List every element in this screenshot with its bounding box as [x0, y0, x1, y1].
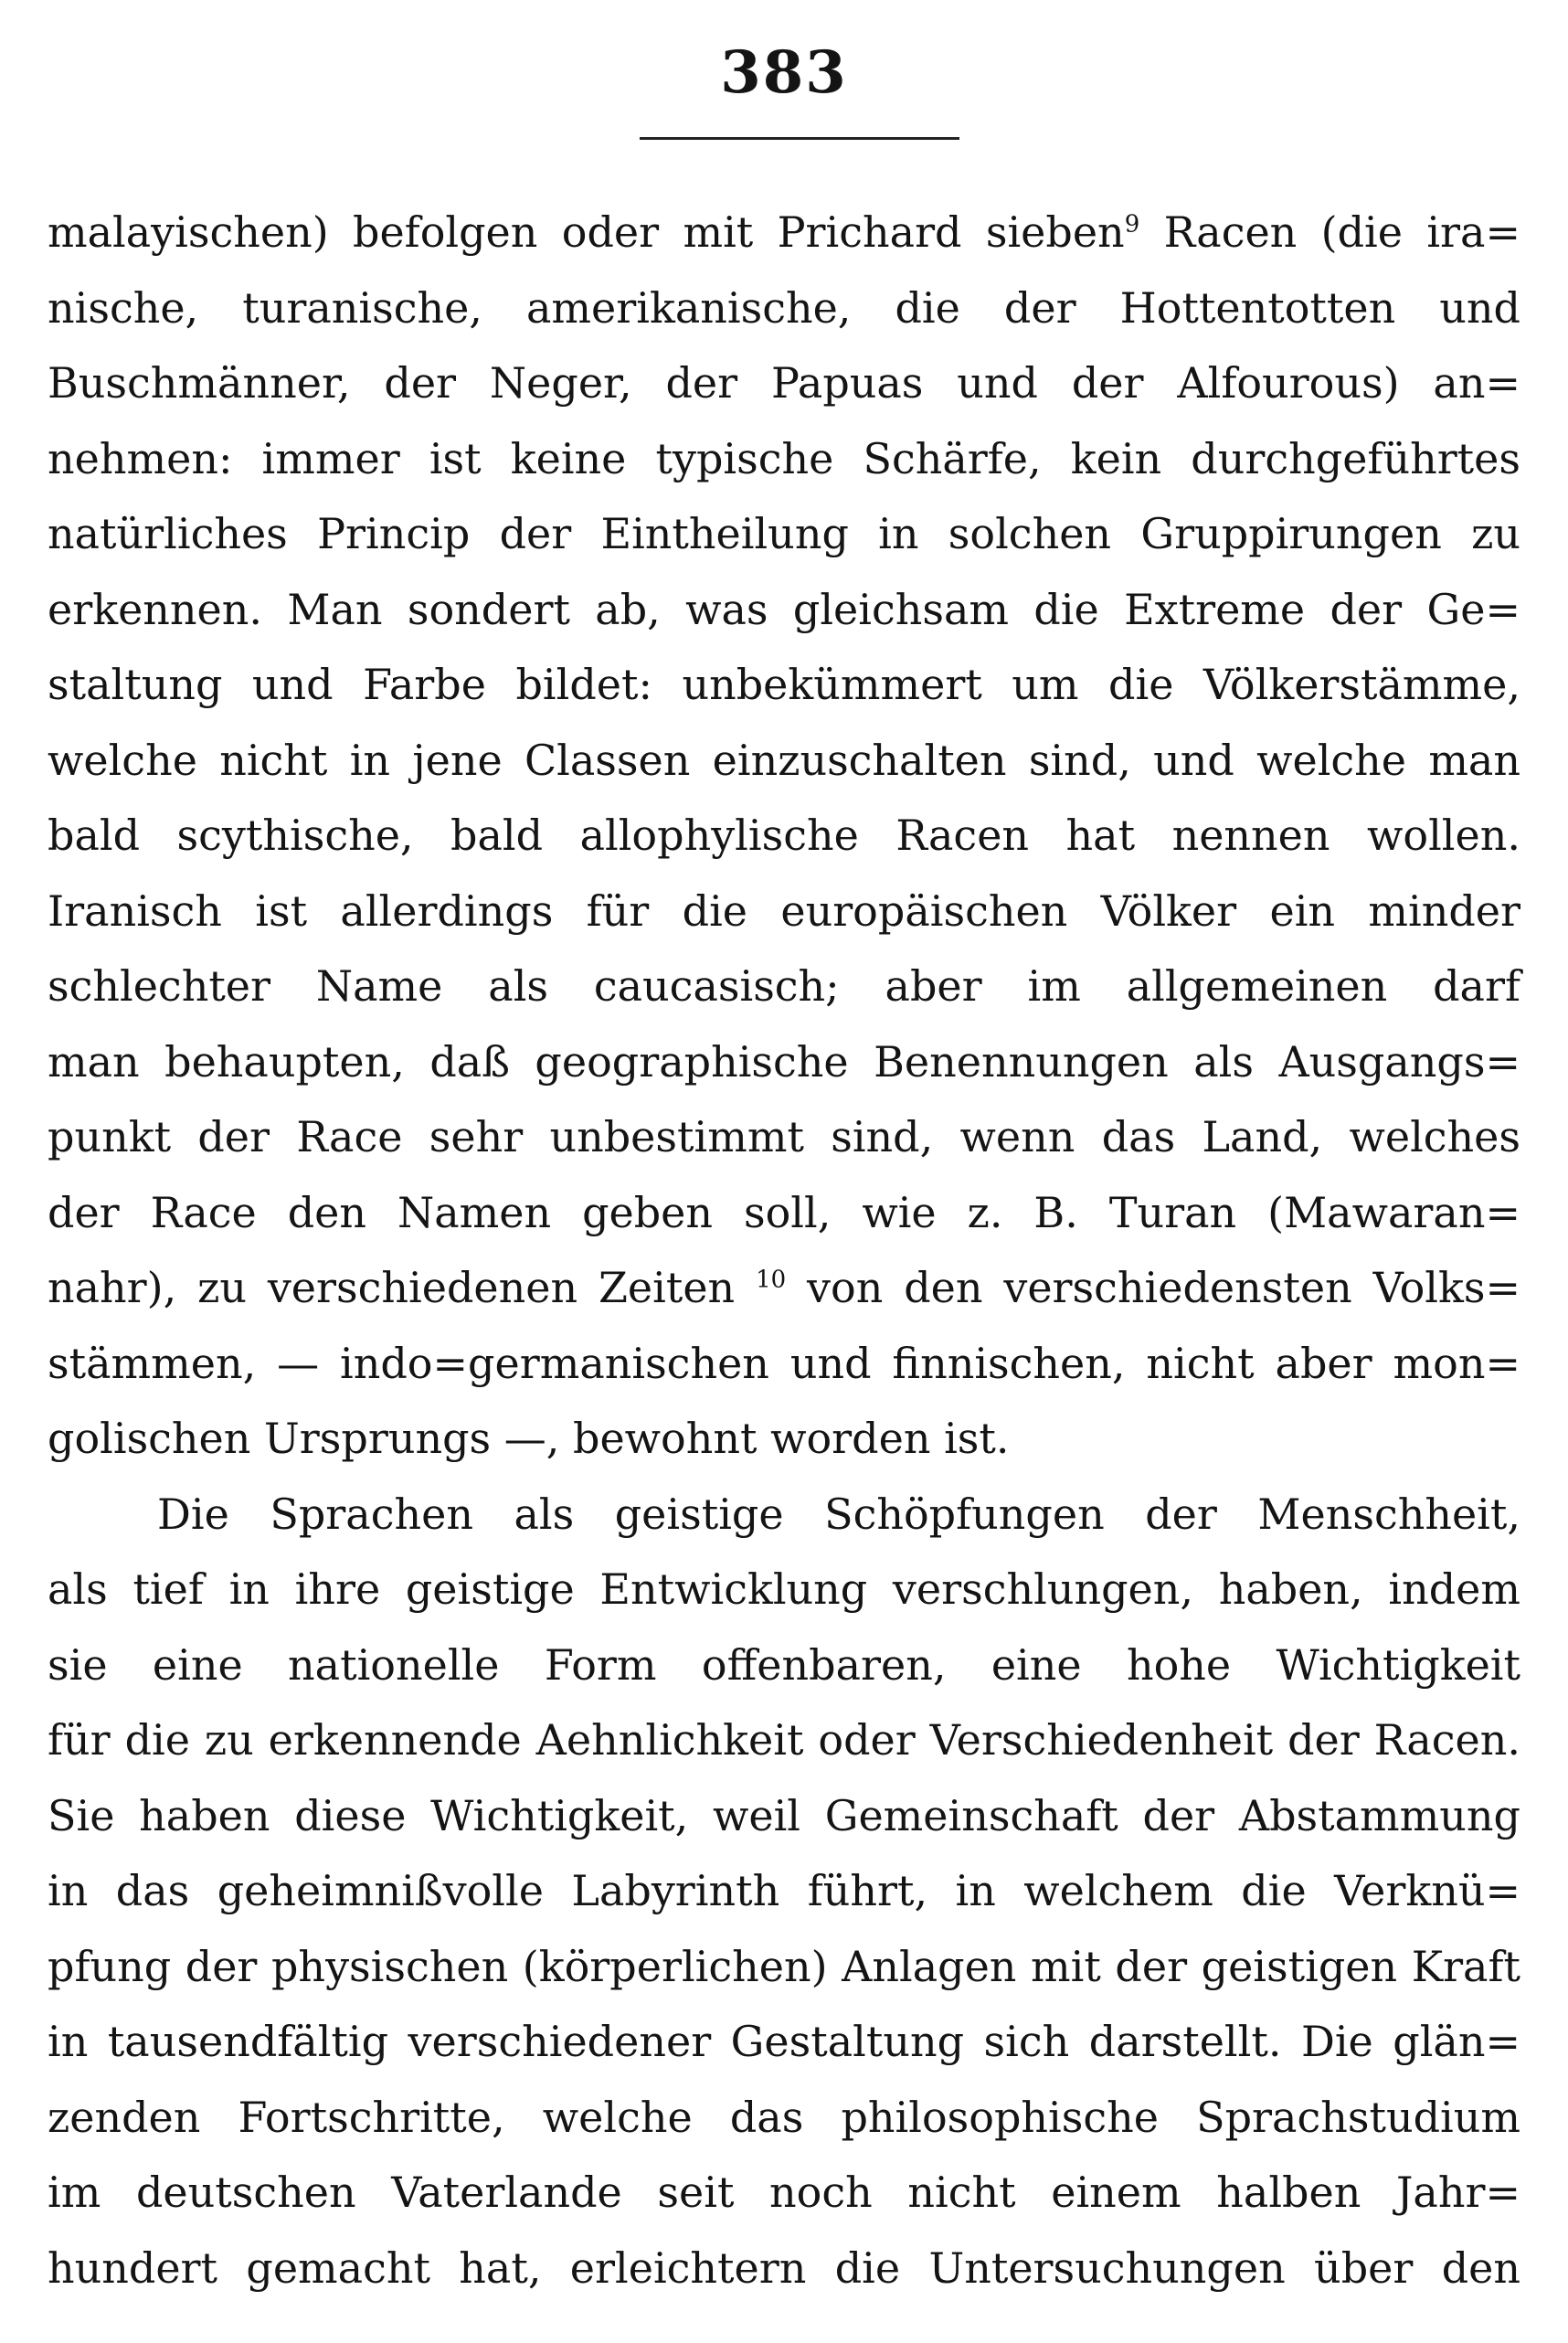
text-line: golischen Ursprungs —, bewohnt worden ist.: [48, 1414, 1010, 1463]
footnote-marker: 9: [1124, 210, 1140, 239]
text-line: malayischen) befolgen oder mit Prichard sieben$^9$ Racen (die ira=: [48, 207, 1520, 257]
text-line: staltung und Farbe bildet: unbekümmert um die Völkerstämme,: [48, 660, 1520, 709]
text-line: für die zu erkennende Aehnlichkeit oder Verschiedenheit der Racen.: [48, 1715, 1520, 1765]
text-line: in tausendfältig verschiedener Gestaltung sich darstellt. Die glän=: [48, 2017, 1520, 2066]
text-line: erkennen. Man sondert ab, was gleichsam die Extreme der Ge=: [48, 584, 1520, 634]
text-line: im deutschen Vaterlande seit noch nicht einem halben Jahr=: [48, 2168, 1520, 2217]
header-rule: [640, 137, 959, 140]
text-line: punkt der Race sehr unbestimmt sind, wenn das Land, welches: [48, 1112, 1520, 1161]
text-line: pfung der physischen (körperlichen) Anlagen mit der geistigen Kraft: [48, 1941, 1520, 1991]
text-line: der Race den Namen geben soll, wie z. B. Turan (Mawaran=: [48, 1187, 1520, 1237]
text-line: hundert gemacht hat, erleichtern die Untersuchungen über den: [48, 2242, 1520, 2293]
footnote-marker: 10: [756, 1266, 787, 1294]
text-line: nehmen: immer ist keine typische Schärfe, kein durchgeführtes: [48, 433, 1520, 483]
text-line: in das geheimnißvolle Labyrinth führt, in welchem die Verknü=: [48, 1866, 1520, 1915]
text-line: Die Sprachen als geistige Schöpfungen der Menschheit,: [157, 1489, 1520, 1539]
text-line: nahr), zu verschiedenen Zeiten $^{10}$ von den verschiedensten Volks=: [48, 1263, 1520, 1312]
text-line: Buschmänner, der Neger, der Papuas und der Alfourous) an=: [48, 358, 1520, 408]
text-line: welche nicht in jene Classen einzuschalten sind, und welche man: [48, 735, 1520, 785]
text-line: als tief in ihre geistige Entwicklung verschlungen, haben, indem: [48, 1564, 1520, 1614]
text-line: stämmen, — indo=germanischen und finnischen, nicht aber mon=: [48, 1338, 1520, 1388]
text-line: zenden Fortschritte, welche das philosophische Sprachstudium: [48, 2092, 1520, 2142]
text-line: nische, turanische, amerikanische, die der Hottentotten und: [48, 282, 1520, 333]
page-number: 383: [720, 38, 848, 107]
text-line: natürliches Princip der Eintheilung in solchen Gruppirungen zu: [48, 509, 1520, 558]
text-line: sie eine nationelle Form offenbaren, eine hohe Wichtigkeit: [48, 1639, 1520, 1690]
text-line: schlechter Name als caucasisch; aber im allgemeinen darf: [48, 961, 1520, 1011]
body-text: [48, 195, 1520, 2306]
text-line: Sie haben diese Wichtigkeit, weil Gemeinschaft der Abstammung: [48, 1790, 1520, 1840]
text-line: man behaupten, daß geographische Benennungen als Ausgangs=: [48, 1036, 1520, 1087]
text-line: bald scythische, bald allophylische Racen hat nennen wollen.: [48, 811, 1520, 860]
text-line: Iranisch ist allerdings für die europäischen Völker ein minder: [48, 885, 1520, 936]
